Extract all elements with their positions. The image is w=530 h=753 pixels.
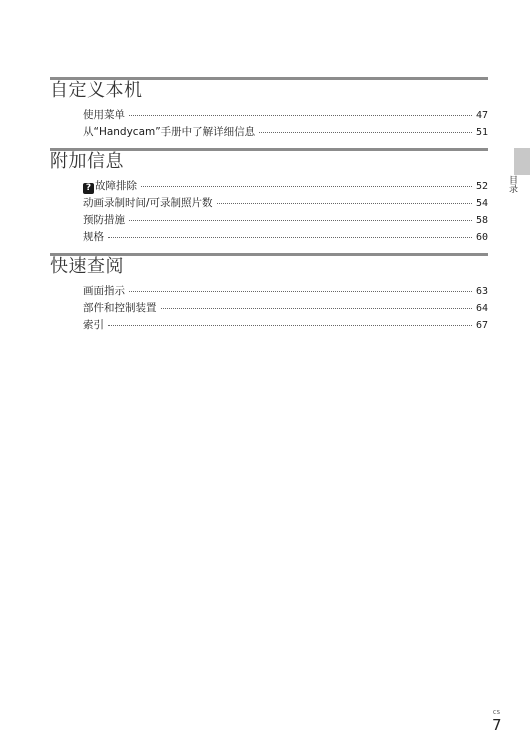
language-code: CS	[493, 710, 501, 716]
entry-title: 动画录制时间/可录制照片数	[83, 197, 213, 209]
section-title: 快速查阅	[50, 256, 124, 277]
page-number: 60	[475, 232, 488, 243]
entry-title: 画面指示	[83, 285, 125, 297]
toc-section-additional	[50, 148, 488, 246]
toc-entry[interactable]	[83, 195, 488, 212]
dot-leader	[217, 200, 472, 204]
dot-leader	[129, 288, 472, 292]
entry-title: 部件和控制装置	[83, 302, 157, 314]
page-number: 51	[475, 127, 488, 138]
page-number: 63	[475, 286, 488, 297]
page-number: 67	[475, 320, 488, 331]
entry-title: 预防措施	[83, 214, 125, 226]
question-icon: ?	[83, 183, 94, 194]
dot-leader	[129, 217, 472, 221]
dot-leader	[129, 112, 472, 116]
toc-entry[interactable]	[83, 212, 488, 229]
toc-entry[interactable]	[83, 107, 488, 124]
side-tab-label: 目录	[507, 175, 517, 193]
entry-title-text: 故障排除	[95, 180, 137, 192]
toc-entry[interactable]	[83, 317, 488, 334]
toc-entry[interactable]	[83, 124, 488, 141]
section-title: 自定义本机	[50, 80, 143, 101]
section-title: 附加信息	[50, 151, 124, 172]
entry-title: 索引	[83, 319, 104, 331]
entry-title: 规格	[83, 231, 104, 243]
page-number: 47	[475, 110, 488, 121]
dot-leader	[259, 129, 472, 133]
entry-title	[83, 178, 137, 195]
entry-title: 使用菜单	[83, 109, 125, 121]
dot-leader	[141, 183, 472, 187]
entry-title: 从“Handycam”手册中了解详细信息	[83, 126, 256, 138]
toc-entry[interactable]	[83, 178, 488, 195]
page-number: 64	[475, 303, 488, 314]
toc-entry[interactable]	[83, 283, 488, 300]
dot-leader	[161, 305, 472, 309]
dot-leader	[108, 322, 472, 326]
page-number: 54	[475, 198, 488, 209]
page-number-footer: 7	[492, 716, 502, 734]
toc-section-custom	[50, 77, 488, 141]
page-number: 58	[475, 215, 488, 226]
toc-entry[interactable]	[83, 300, 488, 317]
toc-entry[interactable]	[83, 229, 488, 246]
side-tab-marker	[514, 148, 530, 175]
toc-section-quick-reference	[50, 253, 488, 334]
page-number: 52	[475, 181, 488, 192]
dot-leader	[108, 234, 472, 238]
